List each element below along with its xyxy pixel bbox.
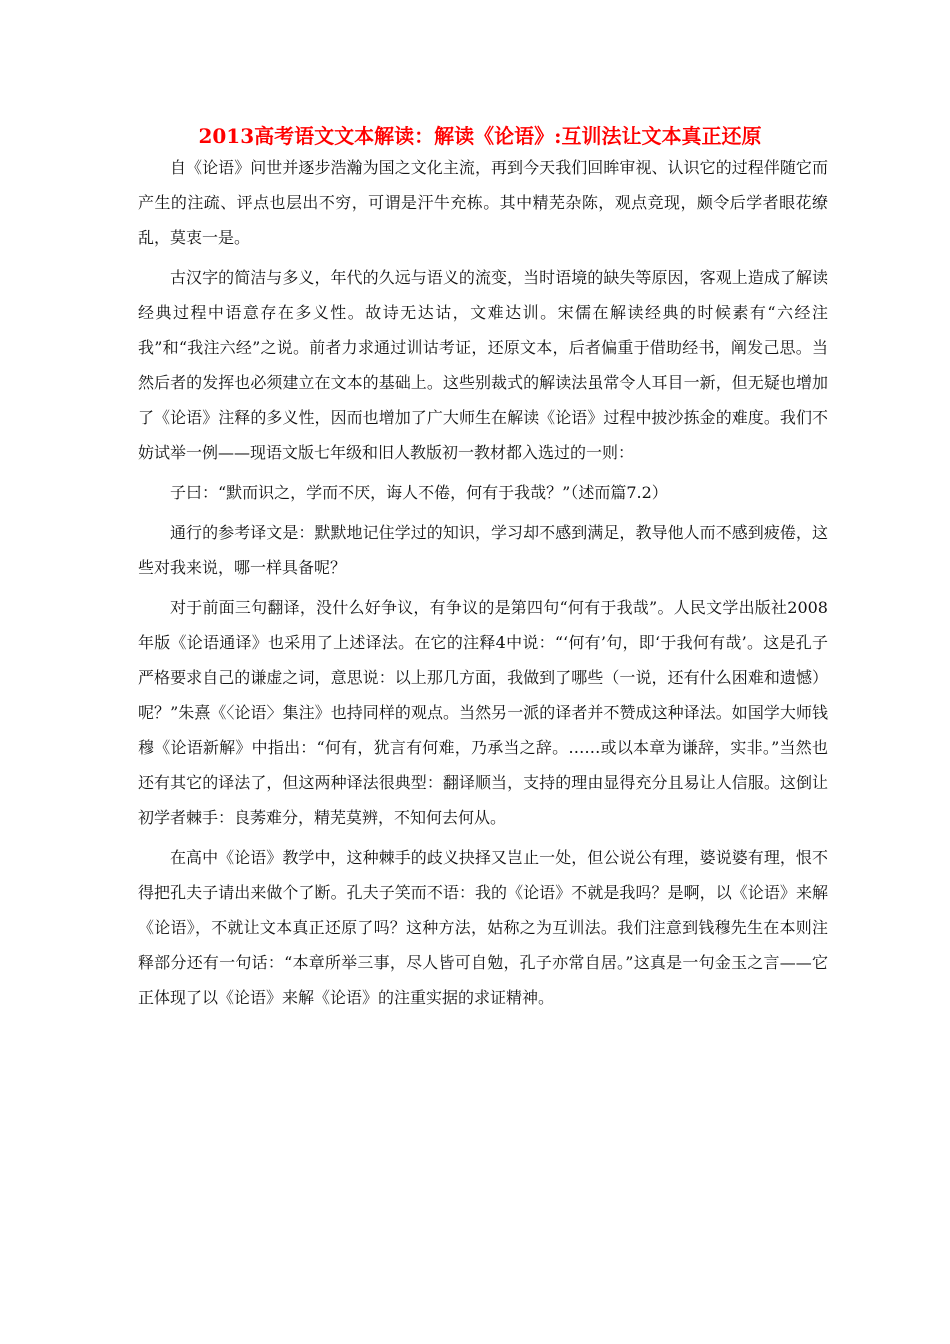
paragraph-dispute: 对于前面三句翻译，没什么好争议，有争议的是第四句“何有于我哉”。人民文学出版社2008年版《论语通译》也采用了上述译法。在它的注释4中说：“‘何有’句，即‘于我何有哉’。这是孔子严格要求自己的谦虚之词，意思说：以上那几方面，我做到了哪些（一说，还有什么困难和遗憾）呢？”朱熹《〈论语〉集注》也持同样的观点。当然另一派的译者并不赞成这种译法。如国学大师钱穆《论语新解》中指出：“何有，犹言有何难，乃承当之辞。……或以本章为谦辞，实非。”当然也还有其它的译法了，但这两种译法很典型：翻译顺当，支持的理由显得充分且易让人信服。这倒让初学者棘手：良莠难分，精芜莫辨，不知何去何从。 [138, 598, 828, 827]
paragraph-polysemy: 古汉字的简洁与多义，年代的久远与语义的流变，当时语境的缺失等原因，客观上造成了解读经典过程中语意存在多义性。故诗无达诂，文难达训。宋儒在解读经典的时候素有“六经注我”和“我注六经”之说。前者力求通过训诂考证，还原文本，后者偏重于借助经书，阐发己思。当然后者的发挥也必须建立在文本的基础上。这些别裁式的解读法虽常令人耳目一新，但无疑也增加了《论语》注释的多义性，因而也增加了广大师生在解读《论语》过程中披沙拣金的难度。我们不妨试举一例——现语文版七年级和旧人教版初一教材都入选过的一则： [138, 268, 828, 462]
paragraph-quote: 子曰：“默而识之，学而不厌，诲人不倦，何有于我哉？”（述而篇7.2） [170, 483, 668, 502]
paragraph-intro: 自《论语》问世并逐步浩瀚为国之文化主流，再到今天我们回眸审视、认识它的过程伴随它而产生的注疏、评点也层出不穷，可谓是汗牛充栋。其中精芜杂陈，观点竞现，颇令后学者眼花缭乱，莫衷一是。 [138, 158, 828, 247]
paragraph-translation: 通行的参考译文是：默默地记住学过的知识，学习却不感到满足，教导他人而不感到疲倦，这些对我来说，哪一样具备呢？ [138, 523, 828, 577]
document-title: 2013高考语文文本解读：解读《论语》:互训法让文本真正还原 [198, 124, 762, 148]
paragraph-mutual-method: 在高中《论语》教学中，这种棘手的歧义抉择又岂止一处，但公说公有理，婆说婆有理，恨不得把孔夫子请出来做个了断。孔夫子笑而不语：我的《论语》不就是我吗？是啊，以《论语》来解《论语》，不就让文本真正还原了吗？这种方法，姑称之为互训法。我们注意到钱穆先生在本则注释部分还有一句话：“本章所举三事，尽人皆可自勉，孔子亦常自居。”这真是一句金玉之言——它正体现了以《论语》来解《论语》的注重实据的求证精神。 [138, 848, 828, 1007]
document-body [138, 150, 828, 1015]
